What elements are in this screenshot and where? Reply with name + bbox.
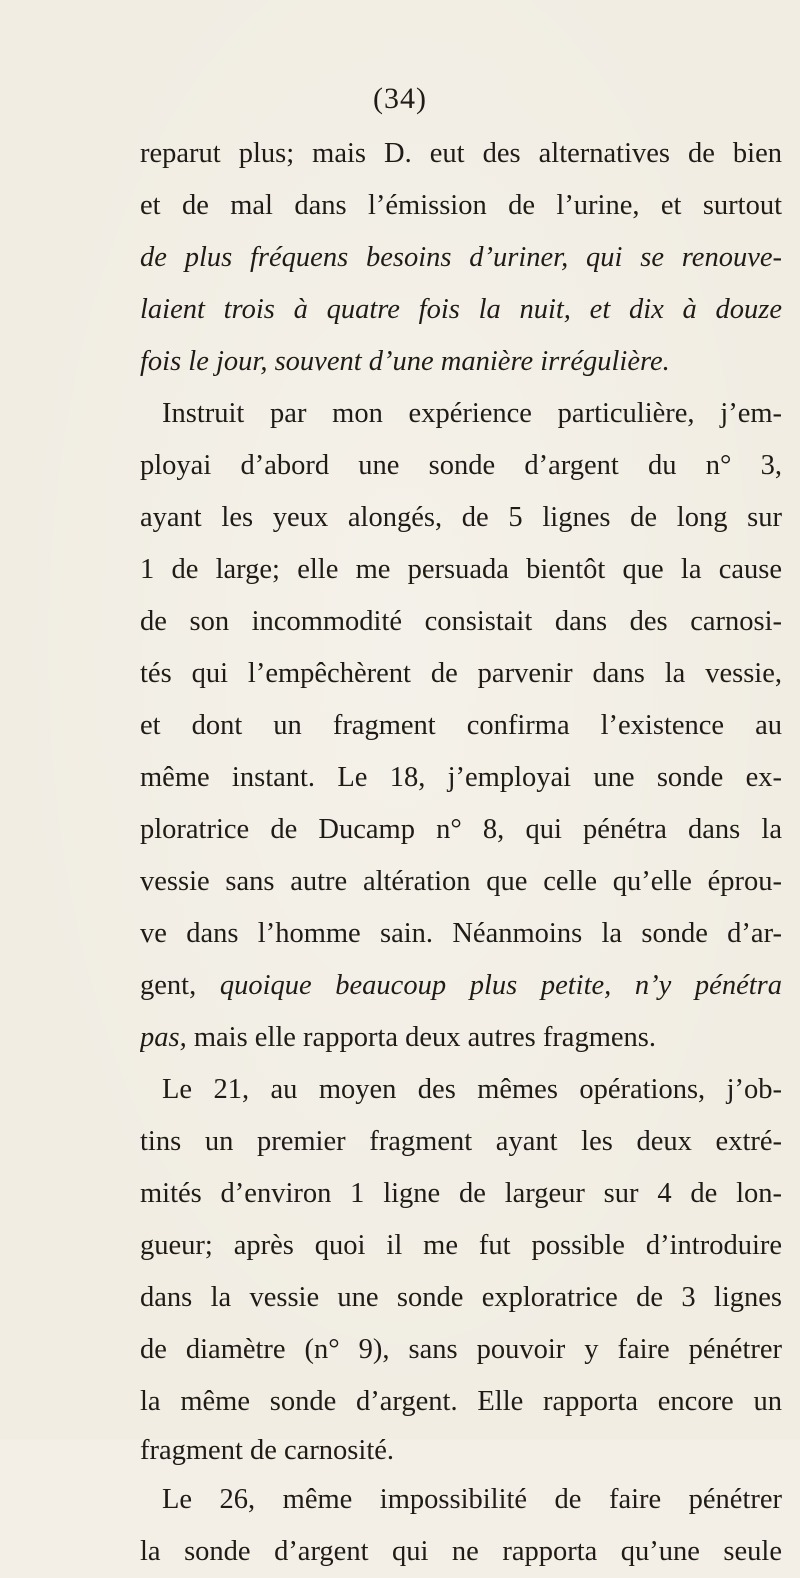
text-line-1: reparut plus; mais D. eut des alternatives de bien <box>140 138 782 169</box>
text-line-17 <box>140 960 782 1012</box>
text-line-21: mités d’environ 1 ligne de largeur sur 4 de lon- <box>140 1178 782 1209</box>
text-line-16: ve dans l’homme sain. Néanmoins la sonde d’ar- <box>140 918 782 949</box>
text-line-12: et dont un fragment confirma l’existence au <box>140 710 782 741</box>
text-line-19: Le 21, au moyen des mêmes opérations, j’ob- <box>162 1074 782 1105</box>
text-line-4 <box>140 284 782 336</box>
text-line-6: Instruit par mon expérience particulière, j’em- <box>162 398 782 429</box>
italic-text: laient trois à quatre fois la nuit, et dix à douze <box>140 294 782 325</box>
text-line-26: fragment de carnosité. <box>140 1435 395 1466</box>
text-line-23: dans la vessie une sonde exploratrice de 3 lignes <box>140 1282 782 1313</box>
text-line-20: tins un premier fragment ayant les deux extré- <box>140 1126 782 1157</box>
text-line-14: ploratrice de Ducamp n° 8, qui pénétra dans la <box>140 814 782 845</box>
italic-text: quoique beaucoup plus petite, n’y pénétra <box>219 970 782 1001</box>
text-line-11: tés qui l’empêchèrent de parvenir dans la vessie, <box>140 658 782 689</box>
text-line-15: vessie sans autre altération que celle qu’elle éprou- <box>140 866 782 897</box>
text-line-22: gueur; après quoi il me fut possible d’introduire <box>140 1230 782 1261</box>
italic-text: fois le jour, souvent d’une manière irrégulière. <box>140 346 670 377</box>
text-line-27: Le 26, même impossibilité de faire pénétrer <box>162 1484 782 1515</box>
text-line-9: 1 de large; elle me persuada bientôt que la cause <box>140 554 782 585</box>
text-line-10: de son incommodité consistait dans des carnosi- <box>140 606 782 637</box>
italic-text: pas, <box>140 1022 187 1053</box>
text-line-18 <box>140 1012 782 1064</box>
text-line-2: et de mal dans l’émission de l’urine, et surtout <box>140 190 782 221</box>
page-number: (34) <box>373 82 427 115</box>
italic-text: de plus fréquens besoins d’uriner, qui se renouve- <box>140 242 782 273</box>
text-line-8: ayant les yeux alongés, de 5 lignes de long sur <box>140 502 782 533</box>
body-text <box>140 128 782 1578</box>
roman-text: mais elle rapporta deux autres fragmens. <box>186 1022 656 1053</box>
text-line-13: même instant. Le 18, j’employai une sonde ex- <box>140 762 782 793</box>
text-line-25: la même sonde d’argent. Elle rapporta encore un <box>140 1386 782 1417</box>
text-line-3 <box>140 232 782 284</box>
text-line-24: de diamètre (n° 9), sans pouvoir y faire pénétrer <box>140 1334 782 1365</box>
text-line-7: ployai d’abord une sonde d’argent du n° 3, <box>140 450 782 481</box>
roman-text: gent, <box>140 970 220 1001</box>
text-line-5 <box>140 336 782 388</box>
text-line-28: la sonde d’argent qui ne rapporta qu’une seule <box>140 1536 782 1567</box>
